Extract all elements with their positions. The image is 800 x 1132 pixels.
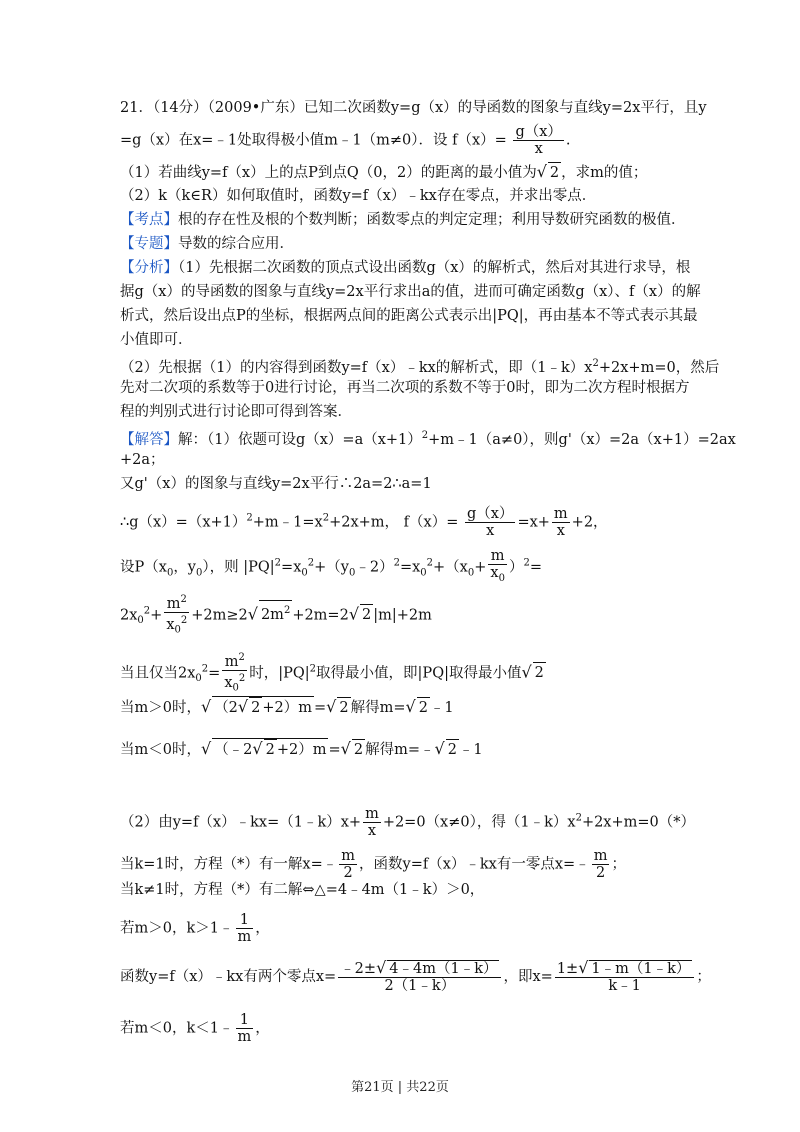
jieda-line-2: +2a； — [120, 452, 165, 468]
question-2: （2）k（k∈R）如何取值时，函数y=f（x）﹣kx存在零点，并求出零点． — [120, 188, 597, 204]
fenxi-line-2: 据g（x）的导函数的图象与直线y=2x平行求出a的值，进而可确定函数g（x）、f（x）的解 — [120, 284, 701, 300]
problem-line-2: =g（x）在x=﹣1处取得极小值m﹣1（m≠0）．设 f（x）= $\frac{g(x)}{x}$ . — [120, 124, 571, 157]
jieda-line-9: 当m＜0时，√ （﹣2√ 2 +2）m =√ 2 解得m=﹣√ 2 ﹣1 — [120, 739, 483, 758]
fenxi-line-3: 析式，然后设出点P的坐标，根据两点间的距离公式表示出|PQ|，再由基本不等式表示其最 — [120, 308, 698, 324]
kaodian-tag: 【考点】 — [120, 212, 178, 228]
kaodian-line: 【考点】根的存在性及根的个数判断；函数零点的判定定理；利用导数研究函数的极值． — [120, 212, 686, 228]
jieda-line-5: 设$P(x_0$，$y_0$），则 $|PQ|^2=x_0^2+(y_0﹣2)^2=x_0^2+(x_0+$ $\frac{m}{x_0}$ ）$^2$= — [120, 548, 542, 587]
jieda-line-6: $2x_0^2+$ $\frac{m^2}{x_0^2}$ +2m≥2√ $2m^2 +2m=2√$ 2 |m|+2m — [120, 592, 432, 639]
fraction-m2-over-x02: $\frac{m^2}{x_0^2}$ — [166, 594, 188, 636]
jieda-line-3: 又g'（x）的图象与直线y=2x平行∴2a=2∴a=1 — [120, 476, 432, 492]
fraction-g-over-x-2: $\frac{g(x)}{x}$ — [466, 506, 514, 539]
fraction-m-over-x: $\frac{m}{x}$ — [553, 506, 568, 539]
fenxi-line-4: 小值即可． — [120, 332, 193, 348]
part2-line-3: 当k≠1时，方程（*）有二解⇔△=4﹣4m（1﹣k）＞0， — [120, 882, 485, 898]
fenxi-line-1: 【分析】（1）先根据二次函数的顶点式设出函数g（x）的解析式，然后对其进行求导，根 — [120, 260, 691, 276]
part2-line-5: 函数y=f（x）﹣kx有两个零点x= $\frac{﹣2\pm√ 4﹣4m(1﹣k)}{2(1﹣k)}$ ，即x= $\frac{1\pm√ 1﹣m(1﹣k)}{k﹣1}$ ； — [120, 958, 711, 994]
page-footer: 第21页 | 共22页 — [351, 1080, 449, 1095]
fraction-m2-over-x02-b: $\frac{m^2}{x_0^2}$ — [224, 652, 246, 694]
fraction-roots-2: $\frac{1\pm√ 1﹣m(1﹣k)}{k﹣1}$ — [555, 960, 695, 994]
fraction-m-over-2: $\frac{m}{2}$ — [341, 848, 355, 881]
fraction-m-over-x-p2: $\frac{m}{x}$ — [365, 806, 379, 839]
question-1: （1）若曲线y=f（x）上的点P到点Q（0，2）的距离的最小值为√ 2 ，求m的值； — [120, 162, 648, 181]
zhuanti-line: 【专题】导数的综合应用． — [120, 236, 294, 252]
fraction-m-over-x0: $\frac{m}{x_0}$ — [490, 548, 505, 584]
fraction-1-over-m-b: $\frac{1}{m}$ — [237, 1012, 252, 1045]
fenxi-tag: 【分析】 — [120, 260, 178, 276]
zhuanti-tag: 【专题】 — [120, 236, 178, 252]
jieda-tag: 【解答】 — [120, 431, 178, 448]
jieda-line-4: $\therefore g(x)=(x+1)^2+m﹣1=x^2+2x+m$， f（x）= $\frac{g(x)}{x}$ =x+ $\frac{m}{x}$ +2， — [120, 506, 608, 539]
fraction-1-over-m: $\frac{1}{m}$ — [237, 912, 252, 945]
part2-line-4: 若m＞0，k＞1﹣ $\frac{1}{m}$ ， — [120, 912, 270, 945]
fraction-m-over-2-b: $\frac{m}{2}$ — [593, 848, 608, 881]
fenxi-line-5: （2）先根据（1）的内容得到函数y=f（x）﹣kx的解析式，即$(1﹣k)x^2+2x+m=0$，然后 — [120, 358, 720, 376]
problem-header: 21．（14分）（2009•广东）已知二次函数y=g（x）的导函数的图象与直线y=2x平行，且y — [120, 100, 707, 116]
fraction-g-over-x: $\frac{g(x)}{x}$ — [515, 124, 562, 157]
fenxi-line-6: 先对二次项的系数等于0进行讨论，再当二次项的系数不等于0时，即为二次方程时根据方 — [120, 380, 690, 396]
fraction-roots-1: $\frac{﹣2\pm√ 4﹣4m(1﹣k)}{2(1﹣k)}$ — [338, 960, 501, 994]
fenxi-line-7: 程的判别式进行讨论即可得到答案． — [120, 404, 352, 420]
jieda-line-8: 当m＞0时，√ （2√ 2 +2）m =√ 2 解得m=√ 2 ﹣1 — [120, 697, 454, 716]
part2-line-2: 当k=1时，方程（*）有一解x=﹣ $\frac{m}{2}$ ，函数y=f（x）﹣kx有一零点x=﹣ $\frac{m}{2}$ ； — [120, 848, 626, 881]
jieda-line-1: 【解答】解：（1）依题可设$g(x)=a(x+1)^2+m﹣1(a\ne 0)$，则g'（x）=2a（x+1）=2ax — [120, 430, 736, 448]
jieda-line-7: 当且仅当$2x_0^2=$ $\frac{m^2}{x_0^2}$ 时，$|PQ|^2$取得最小值，即|PQ|取得最小值√ 2 — [120, 650, 546, 697]
part2-line-6: 若m＜0，k＜1﹣ $\frac{1}{m}$ ， — [120, 1012, 270, 1045]
part2-line-1: （2）由y=f（x）﹣kx=（1﹣k）x+ $\frac{m}{x}$ +2=0（x≠0），得$(1﹣k)x^2+2x+m=0(*)$ — [120, 806, 696, 839]
